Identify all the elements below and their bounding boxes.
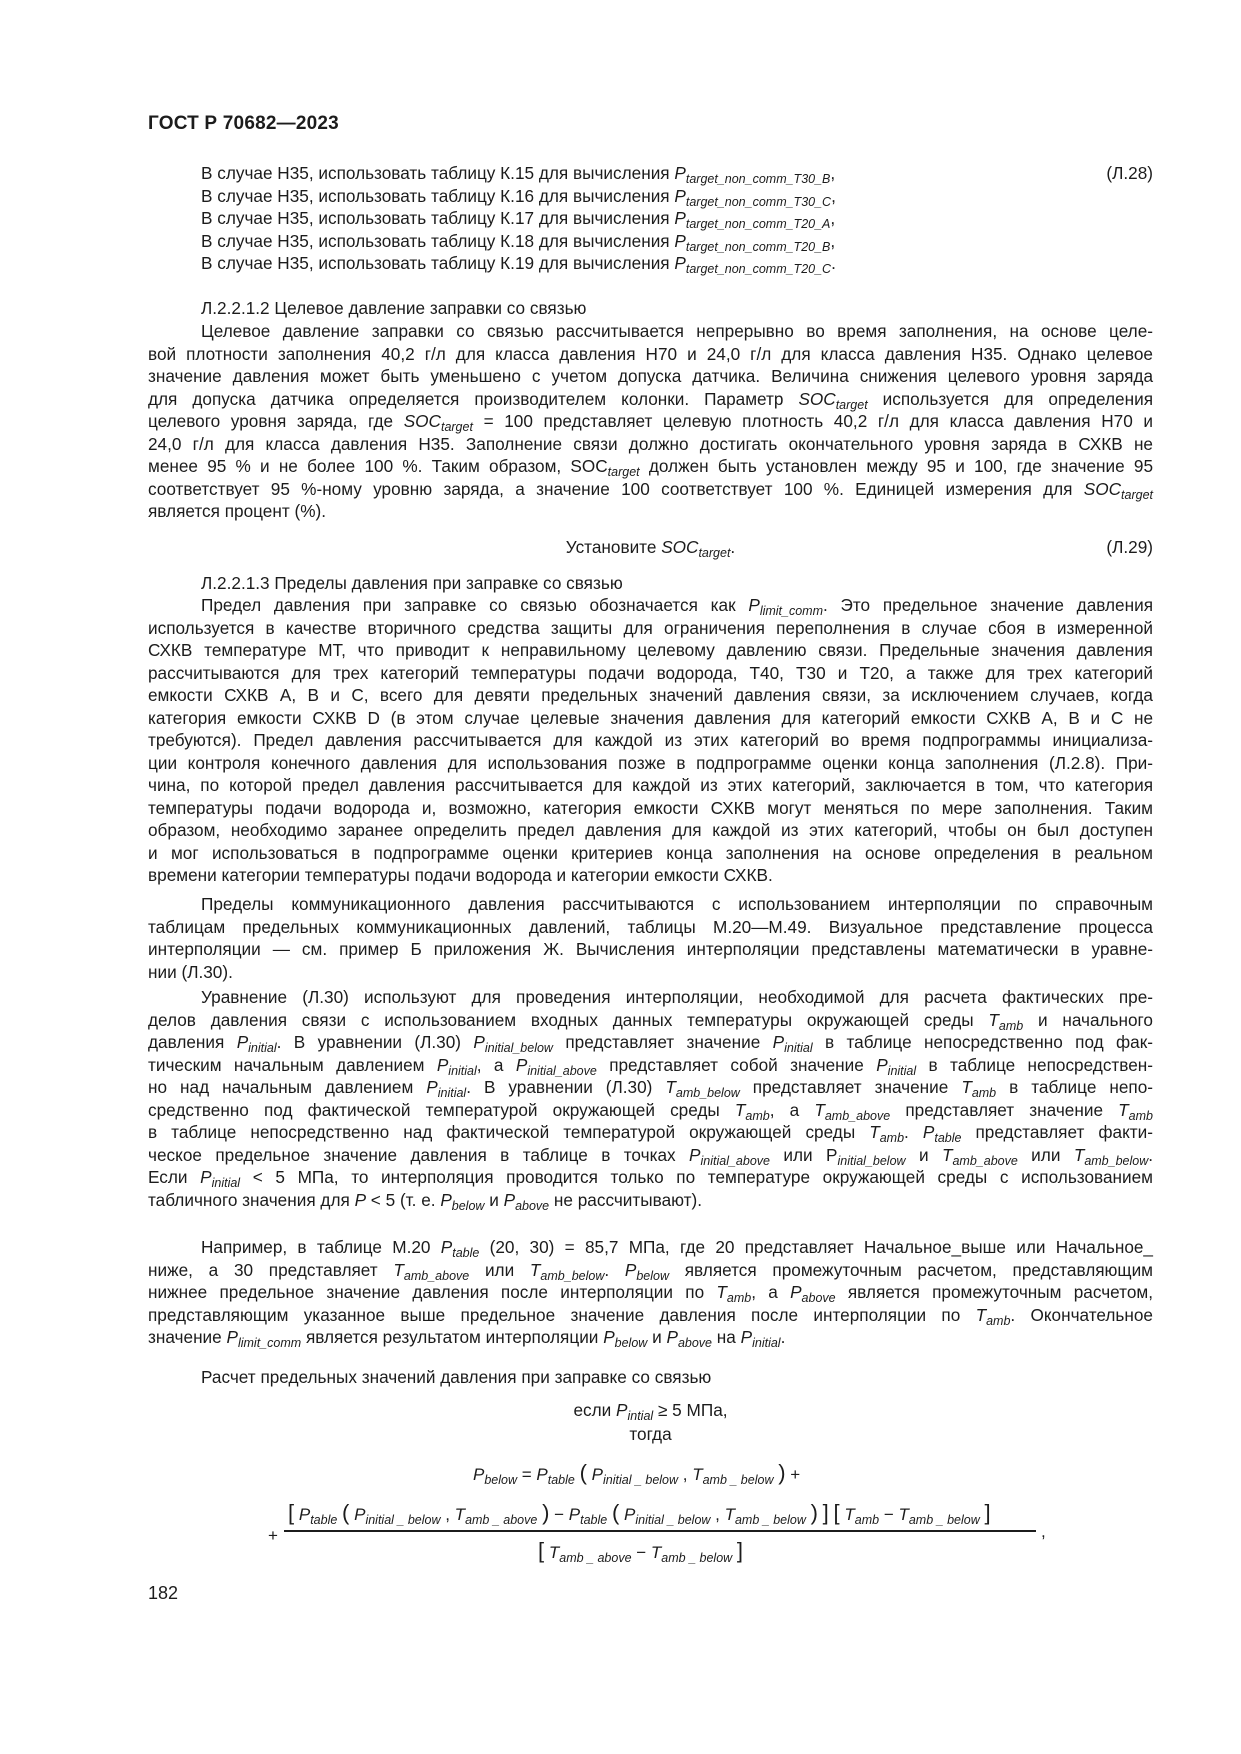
formula-numerator: [ $P_{table}$ ( $P_{initial \_ below}$ , $T_{amb \_ above}$ ) − $P_{table}$ ( $P_{initial \_ below}$ , $T_{amb \_ below}$ ) ] [ $T_{amb} - T_{amb \_ below}$ ] (288, 1500, 991, 1527)
section-heading: Л.2.2.1.3 Пределы давления при заправке со связью (201, 573, 623, 593)
p2-line: требуются). Предел давления рассчитывается для каждой из этих категорий во время подпрограммы инициализа- (148, 730, 1153, 750)
intro-line: В случае H35, использовать таблицу К.18 для вычисления $P_{target\_non\_comm\_T20\_B}$, (201, 230, 836, 254)
paragraph-limit-pressure (148, 594, 1153, 887)
p5-line: ниже, а 30 представляет $T_{amb\_above}$ или $T_{amb\_below}$. $P_{below}$ является промежуточным расчетом, представляющим (148, 1259, 1153, 1283)
equation-number: (Л.29) (1106, 537, 1153, 557)
p3-line: Пределы коммуникационного давления рассчитываются с использованием интерполяции по справочным (201, 894, 1153, 914)
calc-title: Расчет предельных значений давления при заправке со связью (201, 1367, 712, 1387)
p4-line: в таблице непосредственно над фактической температурой окружающей среды $T_{amb}$. $P_{table}$ представляет факти- (148, 1122, 1153, 1145)
p4-line: Уравнение (Л.30) используют для проведения интерполяции, необходимой для расчета фактических пре- (201, 987, 1153, 1007)
p2-line: СХКВ температуре МТ, что приводит к неправильному целевому давлению связи. Предельные значения давления (148, 640, 1153, 660)
p1-line: менее 95 % и не более 100 %. Таким образом, $SOC_{target}$ должен быть установлен между 95 и 100, где значение 95 (148, 456, 1153, 479)
p4-line: но над начальным давлением $P_{initial}$. В уравнении (Л.30) $T_{amb\_below}$ представляет значение $T_{amb}$ в таблице непо- (148, 1077, 1153, 1100)
equation-number: (Л.28) (1106, 163, 1153, 183)
paragraph-calc-title (148, 1366, 1153, 1389)
p2-line: используется в качестве вторичного средства защиты для ограничения переполнения в случае сбоя в измеренной (148, 617, 1153, 638)
p1-line: соответствует 95 %-ному уровню заряда, а значение 100 соответствует 100 %. Единицей измерения для $SOC_{target}$ (148, 478, 1153, 502)
intro-line: В случае H35, использовать таблицу К.16 для вычисления $P_{target\_non\_comm\_T30\_C}$, (201, 185, 836, 209)
p5-line: представляющим указанное выше предельное значение давления после интерполяции по $T_{amb}$. Окончательное (148, 1304, 1153, 1328)
intro-block (148, 162, 1153, 275)
eq29-text: Установите $SOC_{target}$. (565, 537, 736, 560)
p5-line: нижнее предельное значение давления после интерполяции по $T_{amb}$, а $P_{above}$ является промежуточным расчетом, (148, 1282, 1153, 1305)
condition-text: если $P_{intial} \ge 5$ МПа, (573, 1400, 728, 1423)
p1-line: Целевое давление заправки со связью рассчитывается непрерывно во время заполнения, на основе целе- (201, 321, 1153, 341)
intro-line: В случае H35, использовать таблицу К.19 для вычисления $P_{target\_non\_comm\_T20\_C}$. (201, 253, 836, 276)
p2-line: категория емкости СХКВ D (в этом случае целевые значения давления для категорий емкости СХКВ А, В и С не (148, 707, 1153, 728)
section-l2212-block (148, 297, 1153, 320)
page-number: 182 (148, 1583, 179, 1603)
p1-line: значение давления может быть уменьшено с учетом допуска датчика. Величина снижения целевого уровня заряда (148, 366, 1153, 386)
paragraph-interpolation (148, 893, 1153, 983)
p3-line: таблицам предельных коммуникационных давлений, таблицы М.20—М.49. Визуальное представление процесса (148, 916, 1153, 937)
p5-line: Например, в таблице М.20 $P_{table}$ (20, 30) = 85,7 МПа, где 20 представляет Начальное_выше или Начальное_ (201, 1237, 1153, 1260)
p4-line: делов давления связи с использованием входных данных температуры окружающей среды $T_{amb}$ и начального (148, 1009, 1153, 1033)
p4-line: табличного значения для P < 5 (т. е. $P_{below}$ и $P_{above}$ не рассчитывают). (148, 1189, 703, 1213)
p1-line: целевого уровня заряда, где $SOC_{target} = 100$ представляет целевую плотность 40,2 г/л для класса давления H70 и (148, 411, 1153, 434)
intro-line: В случае H35, использовать таблицу К.17 для вычисления $P_{target\_non\_comm\_T20\_A}$, (201, 208, 836, 231)
p4-line: Если $P_{initial} < 5$ МПа, то интерполяция проводится только по температуре окружающей среды с использованием (148, 1167, 1153, 1190)
p2-line: образом, необходимо заранее определить предел давления для каждой из этих категорий, чтобы он был доступен (148, 820, 1153, 840)
then-text: тогда (629, 1423, 672, 1444)
p3-line: нии (Л.30). (148, 961, 233, 982)
p1-line: 24,0 г/л для класса давления H35. Заполнение связи должно достигать окончательного уровня заряда в СХКВ не (148, 433, 1153, 454)
formula-comma: , (1041, 1522, 1046, 1541)
equation-l29 (148, 536, 1153, 559)
p4-line: ческое предельное значение давления в таблице в точках $P_{initial\_above}$ или $P_{initial\_below}$ и $T_{amb\_above}$ или $T_{amb\_below}$. (148, 1144, 1154, 1168)
p2-line: времени категории температуры подачи водорода и категории емкости СХКВ. (148, 865, 773, 885)
section-l2213-block (148, 572, 1153, 595)
p2-line: ции контроля конечного давления для использования позже в подпрограмме оценки конца заполнения (Л.2.8). При- (148, 752, 1153, 773)
section-heading: Л.2.2.1.2 Целевое давление заправки со связью (201, 298, 587, 318)
p4-line: средственно под фактической температурой окружающей среды $T_{amb}$, а $T_{amb\_above}$ представляет значение $T_{amb}$ (148, 1099, 1153, 1123)
formula-denominator: [ $T_{amb \_ above} - T_{amb \_ below}$ ] (538, 1538, 744, 1565)
formula-l30 (148, 1460, 1153, 1580)
formula-line1: $P_{below} = P_{table}$ ( $P_{initial \_ below}$ , $T_{amb \_ below}$ ) + (473, 1460, 801, 1487)
p4-line: тическим начальным давлением $P_{initial}$, а $P_{initial\_above}$ представляет собой значение $P_{initial}$ в таблице непосредствен- (148, 1054, 1153, 1078)
paragraph-target-pressure (148, 320, 1153, 523)
p2-line: и мог использоваться в подпрограмме оценки критериев конца заполнения на основе определения в реальном (148, 842, 1153, 863)
fraction-bar (284, 1530, 1036, 1532)
formula-plus: + (268, 1526, 278, 1545)
p2-line: температуры подачи водорода и, возможно, категория емкости СХКВ могут меняться по мере заполнения. Таким (148, 797, 1153, 818)
p1-line: для допуска датчика определяется производителем колонки. Параметр $SOC_{target}$ используется для определения (148, 388, 1153, 412)
paragraph-example (148, 1236, 1153, 1349)
intro-line: В случае H35, использовать таблицу К.15 для вычисления $P_{target\_non\_comm\_T30\_B}$, (Л.28) (201, 163, 1153, 186)
p1-line: вой плотности заполнения 40,2 г/л для класса давления H70 и 24,0 г/л для класса давления H35. Однако целевое (148, 343, 1153, 364)
p4-line: давления $P_{initial}$. В уравнении (Л.30) $P_{initial\_below}$ представляет значение $P_{initial}$ в таблице непосредственно под фак- (148, 1032, 1153, 1055)
paragraph-equation-description (148, 986, 1153, 1211)
p3-line: интерполяции — см. пример Б приложения Ж. Вычисления интерполяции представлены математически в уравне- (148, 939, 1153, 959)
p1-line: является процент (%). (148, 501, 327, 521)
p2-line: чина, по которой предел давления рассчитывается для каждой из этих категорий, заключается в том, что категория (148, 775, 1153, 795)
condition-block (148, 1399, 1153, 1445)
p2-line: емкости СХКВ А, В и С, всего для девяти предельных значений давления связи, за исключением случаев, когда (148, 685, 1153, 705)
p2-line: Предел давления при заправке со связью обозначается как $P_{limit\_comm}$. Это предельное значение давления (201, 595, 1153, 618)
p5-line: значение $P_{limit\_comm}$ является результатом интерполяции $P_{below}$ и $P_{above}$ на $P_{initial}$. (148, 1327, 786, 1350)
p2-line: рассчитываются для трех категорий температуры подачи водорода, Т40, Т30 и Т20, а также для трех категорий (148, 662, 1153, 683)
document-header: ГОСТ Р 70682—2023 (148, 113, 339, 134)
